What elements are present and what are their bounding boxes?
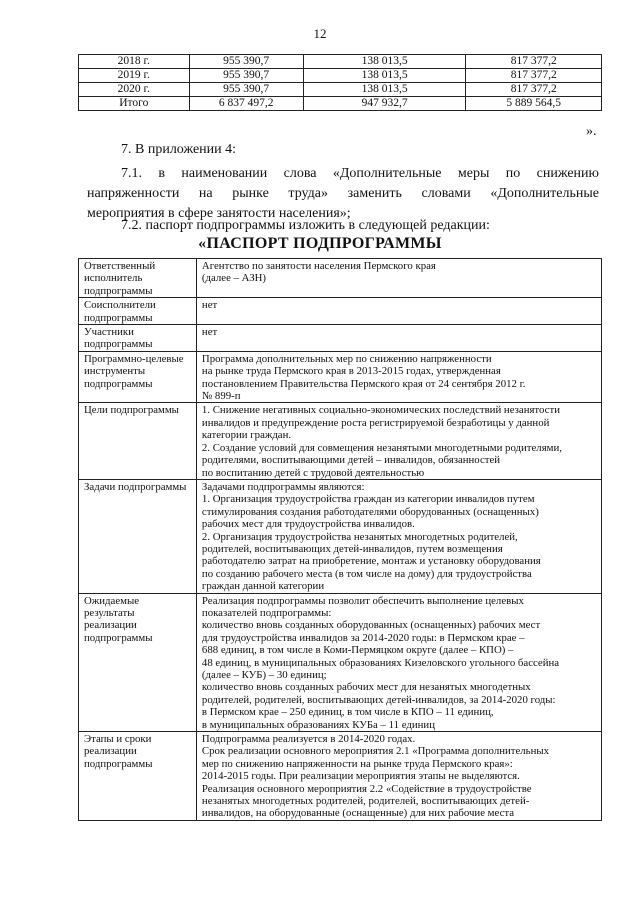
passport-value-line: родителей, воспитывающих детей-инвалидов, путем возмещения <box>201 542 503 555</box>
passport-value-line: (далее – АЗН) <box>201 272 266 285</box>
passport-label-line: подпрограммы <box>84 338 153 351</box>
passport-label-line: Этапы и сроки <box>84 733 152 746</box>
finance-cell-col3: 5 889 564,5 <box>466 97 602 111</box>
passport-value <box>196 298 601 325</box>
passport-label-line: исполнитель <box>84 272 143 285</box>
passport-value-line: Реализация основного мероприятия 2.2 «Содействие в трудоустройстве <box>201 782 532 795</box>
finance-table <box>78 54 602 111</box>
passport-row <box>79 593 602 731</box>
passport-value <box>196 403 601 479</box>
passport-label <box>79 403 197 479</box>
finance-cell-col2: 138 013,5 <box>303 69 466 83</box>
passport-value-line: № 899-п <box>201 390 241 403</box>
passport-value-line: мер по снижению напряженности на рынке труда Пермского края»: <box>201 757 513 770</box>
finance-cell-total: 955 390,7 <box>189 69 303 83</box>
passport-value-line: по воспитанию детей с трудовой деятельностью <box>201 466 425 479</box>
passport-value-line: Подпрограмма реализуется в 2014-2020 годах. <box>201 733 416 746</box>
passport-label <box>79 351 197 403</box>
passport-value <box>196 325 601 352</box>
finance-cell-year: 2018 г. <box>79 55 190 69</box>
passport-row <box>79 325 602 352</box>
passport-value-line: 2. Создание условий для совмещения незанятыми многодетными родителями, <box>201 441 562 454</box>
passport-value-line: нет <box>201 299 218 312</box>
passport-value-line: для трудоустройства инвалидов за 2014-2020 годы: в Пермском крае – <box>201 631 525 644</box>
passport-value <box>196 479 601 593</box>
passport-label <box>79 593 197 731</box>
passport-value-line: 2. Организация трудоустройства незанятых многодетных родителей, <box>201 530 518 543</box>
passport-value-line: по созданию рабочего места (в том числе на дому) для трудоустройства <box>201 567 532 580</box>
passport-table <box>78 258 602 821</box>
passport-label <box>79 325 197 352</box>
paragraph-7: 7. В приложении 4: <box>121 142 237 157</box>
passport-value-line: родителями, воспитывающими детей – инвалидов, обязанностей <box>201 454 501 467</box>
passport-value-line: показателей подпрограммы: <box>201 606 332 619</box>
passport-label-line: Ответственный <box>84 260 156 272</box>
finance-cell-col2: 138 013,5 <box>303 83 466 97</box>
passport-value-line: Срок реализации основного мероприятия 2.1 «Программа дополнительных <box>201 745 550 758</box>
passport-value-line: количество вновь созданных оборудованных (оснащенных) рабочих мест <box>201 619 541 632</box>
passport-value-line: инвалидов, на оборудованные (оснащенные) для них рабочие места <box>201 807 515 820</box>
finance-cell-total: 6 837 497,2 <box>189 97 303 111</box>
passport-value-line: в Пермском крае – 250 единиц, в том числе в КПО – 11 единиц, <box>201 706 494 719</box>
passport-value-line: в муниципальных образованиях КУБа – 11 единиц <box>201 718 435 731</box>
paragraph-7-1-line-1: 7.1. в наименовании слова «Дополнительные меры по снижению <box>121 166 599 181</box>
passport-label-line: Программно-целевые <box>84 352 184 365</box>
finance-cell-col2: 947 932,7 <box>303 97 466 111</box>
passport-value-line: (далее – КУБ) – 30 единиц; <box>201 669 327 681</box>
passport-value <box>196 732 601 821</box>
finance-row <box>79 55 602 69</box>
passport-value-line: Агентство по занятости населения Пермского края <box>201 260 436 272</box>
paragraph-7-1 <box>87 164 599 224</box>
passport-value-line: 2014-2015 годы. При реализации мероприятия этапы не выделяются. <box>201 770 520 783</box>
passport-label-line: реализации <box>84 619 137 632</box>
finance-row <box>79 83 602 97</box>
passport-value-line: на рынке труда Пермского края в 2013-2015 годах, утвержденная <box>201 365 501 378</box>
passport-label-line: подпрограммы <box>84 377 153 390</box>
passport-label <box>79 479 197 593</box>
passport-label-line: Соисполнители <box>84 299 156 312</box>
passport-label-line: инструменты <box>84 365 146 378</box>
passport-value-line: 48 единиц, в муниципальных образованиях Кизеловского угольного бассейна <box>201 656 560 669</box>
passport-label <box>79 732 197 821</box>
passport-value-line: категории граждан. <box>201 429 292 442</box>
passport-label-line: Ожидаемые <box>84 594 139 607</box>
passport-label-line: Цели подпрограммы <box>84 404 179 417</box>
passport-value-line: количество вновь созданных рабочих мест для незанятых многодетных <box>201 681 531 694</box>
passport-label-line: результаты <box>84 606 135 619</box>
passport-value-line: 1. Организация трудоустройства граждан из категории инвалидов путем <box>201 493 535 506</box>
passport-label-line: Участники <box>84 326 134 339</box>
passport-label-line: реализации <box>84 745 137 758</box>
finance-row <box>79 69 602 83</box>
passport-label-line: подпрограммы <box>84 631 153 644</box>
passport-row <box>79 479 602 593</box>
finance-cell-year: Итого <box>79 97 190 111</box>
passport-label-line: Задачи подпрограммы <box>84 480 187 493</box>
passport-value-line: Программа дополнительных мер по снижению напряженности <box>201 352 492 365</box>
passport-label-line: подпрограммы <box>84 311 153 324</box>
passport-value <box>196 259 601 298</box>
passport-value-line: инвалидов и предупреждение роста регистрируемой безработицы у данной <box>201 416 550 429</box>
finance-cell-total: 955 390,7 <box>189 83 303 97</box>
finance-row <box>79 97 602 111</box>
passport-row <box>79 351 602 403</box>
finance-cell-col3: 817 377,2 <box>466 83 602 97</box>
passport-label <box>79 259 197 298</box>
passport-value-line: граждан данной категории <box>201 580 325 593</box>
passport-heading: «ПАСПОРТ ПОДПРОГРАММЫ <box>198 235 442 252</box>
passport-value-line: Реализация подпрограммы позволит обеспечить выполнение целевых <box>201 594 524 607</box>
passport-value-line: родителей, родителей, воспитывающих детей-инвалидов, за 2014-2020 годы: <box>201 693 556 706</box>
passport-row <box>79 298 602 325</box>
passport-value-line: нет <box>201 326 218 339</box>
passport-value-line: рабочих мест для трудоустройства инвалидов. <box>201 518 415 531</box>
passport-row <box>79 732 602 821</box>
passport-value-line: 688 единиц, в том числе в Коми-Пермяцком округе (далее – КПО) – <box>201 644 514 657</box>
passport-value-line: постановлением Правительства Пермского края от 24 сентября 2012 г. <box>201 377 526 390</box>
paragraph-7-1-line-2: напряженности на рынке труда» заменить словами «Дополнительные <box>87 186 599 201</box>
passport-value-line: 1. Снижение негативных социально-экономических последствий незанятости <box>201 404 560 417</box>
paragraph-7-2: 7.2. паспорт подпрограммы изложить в следующей редакции: <box>121 218 490 233</box>
finance-cell-col3: 817 377,2 <box>466 69 602 83</box>
passport-value-line: незанятых многодетных родителей, родителей, воспитывающих детей- <box>201 795 530 808</box>
passport-value-line: стимулирования создания работодателями оборудованных (оснащенных) <box>201 505 539 518</box>
finance-cell-col3: 817 377,2 <box>466 55 602 69</box>
finance-cell-year: 2019 г. <box>79 69 190 83</box>
passport-value-line: работодателю затрат на приобретение, монтаж и установку оборудования <box>201 555 541 568</box>
passport-label <box>79 298 197 325</box>
page-number: 12 <box>313 26 327 41</box>
passport-label-line: подпрограммы <box>84 757 153 770</box>
passport-value-line: Задачами подпрограммы являются: <box>201 480 365 493</box>
passport-label-line: подпрограммы <box>84 284 153 297</box>
passport-row <box>79 259 602 298</box>
passport-value <box>196 593 601 731</box>
closing-quote: ». <box>586 124 597 139</box>
passport-value <box>196 351 601 403</box>
finance-cell-total: 955 390,7 <box>189 55 303 69</box>
passport-row <box>79 403 602 479</box>
paragraph-7-1-line-3: мероприятия в сфере занятости населения»; <box>87 206 351 221</box>
finance-cell-year: 2020 г. <box>79 83 190 97</box>
finance-cell-col2: 138 013,5 <box>303 55 466 69</box>
